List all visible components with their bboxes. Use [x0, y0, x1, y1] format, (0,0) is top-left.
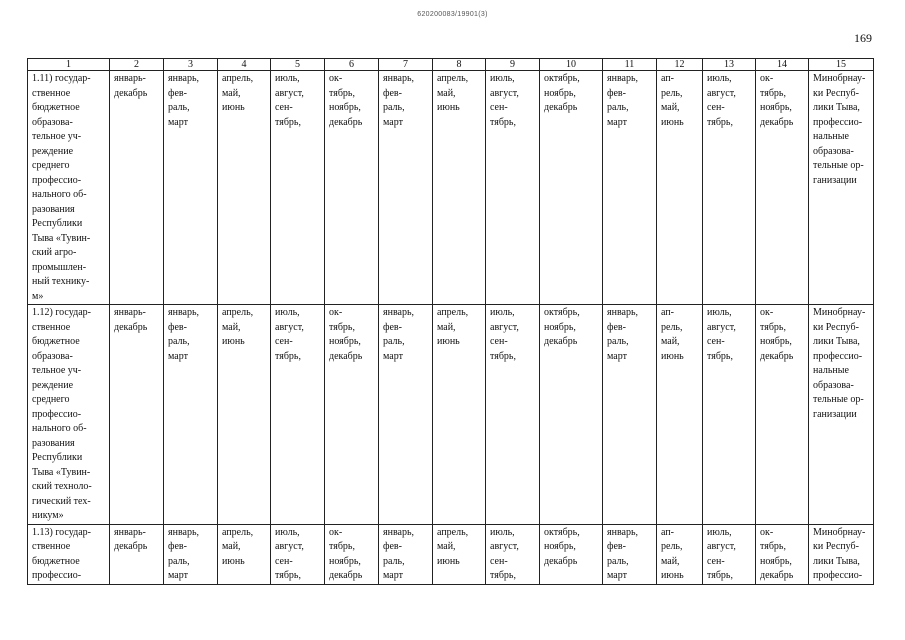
cell-text: июль, август, сен- тябрь, [707, 307, 736, 362]
col-header-6: 6 [325, 59, 379, 71]
cell-text: ок- тябрь, ноябрь, декабрь [329, 526, 363, 581]
table-cell [218, 305, 271, 525]
table-cell [271, 524, 325, 584]
col-header-14: 14 [756, 59, 809, 71]
col-header-2: 2 [110, 59, 164, 71]
cell-text: апрель, май, июнь [437, 526, 469, 567]
table-cell [164, 305, 218, 525]
table-cell [433, 305, 486, 525]
cell-text: январь- декабрь [114, 73, 148, 99]
table-cell [486, 305, 540, 525]
cell-text: январь, фев- раль, март [168, 73, 200, 128]
table-cell [271, 71, 325, 305]
col-header-10: 10 [540, 59, 603, 71]
table-cell [325, 71, 379, 305]
cell-text: январь- декабрь [114, 307, 148, 333]
cell-text: октябрь, ноябрь, декабрь [544, 307, 580, 347]
col-header-13: 13 [703, 59, 756, 71]
table-cell [657, 305, 703, 525]
table-cell [218, 524, 271, 584]
cell-text: январь, фев- раль, март [383, 307, 415, 362]
table-cell [28, 305, 110, 525]
cell-text: Минобрнау- ки Респуб- лики Тыва, профессио- [813, 526, 866, 581]
table-cell [809, 524, 874, 584]
table-cell [657, 524, 703, 584]
cell-text: январь, фев- раль, март [607, 73, 639, 128]
cell-text: июль, август, сен- тябрь, [275, 526, 304, 581]
cell-text: ок- тябрь, ноябрь, декабрь [760, 307, 794, 362]
cell-text: июль, август, сен- тябрь, [490, 307, 519, 362]
cell-text: апрель, май, июнь [222, 73, 254, 113]
cell-text: 1.12) государ- ственное бюджетное образова- тельное уч- реждение среднего профессио- нального об- разования Республики Тыва «Тувин- ский техноло- гический тех- никум» [32, 307, 92, 521]
table-cell [486, 524, 540, 584]
table-cell [603, 305, 657, 525]
table-row [28, 71, 874, 305]
cell-text: июль, август, сен- тябрь, [707, 73, 736, 128]
table-cell [110, 524, 164, 584]
cell-text: ок- тябрь, ноябрь, декабрь [760, 526, 794, 581]
table-cell [540, 305, 603, 525]
col-header-3: 3 [164, 59, 218, 71]
table-cell [379, 524, 433, 584]
cell-text: 1.13) государ- ственное бюджетное профессио- [32, 526, 91, 581]
column-number-row [28, 59, 874, 71]
table-cell [703, 305, 756, 525]
cell-text: 1.11) государ- ственное бюджетное образова- тельное уч- реждение среднего профессио- нального об- разования Республики Тыва «Тувин- ский агро- промышлен- ный технику- м» [32, 73, 91, 302]
cell-text: ап- рель, май, июнь [661, 307, 684, 362]
cell-text: ок- тябрь, ноябрь, декабрь [329, 307, 363, 362]
table-row [28, 305, 874, 525]
cell-text: Минобрнау- ки Респуб- лики Тыва, профессио- нальные образова- тельные ор- ганизации [813, 307, 866, 420]
document-id: 620200083/19901(3) [417, 11, 488, 18]
col-header-1: 1 [28, 59, 110, 71]
cell-text: апрель, май, июнь [437, 73, 469, 113]
table-cell [756, 305, 809, 525]
table-cell [379, 71, 433, 305]
cell-text: июль, август, сен- тябрь, [707, 526, 736, 581]
cell-text: ап- рель, май, июнь [661, 526, 684, 581]
table-cell [433, 524, 486, 584]
table-cell [703, 71, 756, 305]
col-header-7: 7 [379, 59, 433, 71]
schedule-table [27, 58, 874, 585]
page-number: 169 [854, 31, 872, 45]
table-cell [379, 305, 433, 525]
table-cell [164, 71, 218, 305]
col-header-15: 15 [809, 59, 874, 71]
col-header-5: 5 [271, 59, 325, 71]
cell-text: октябрь, ноябрь, декабрь [544, 526, 580, 567]
table-cell [657, 71, 703, 305]
table-cell [809, 71, 874, 305]
table-cell [271, 305, 325, 525]
cell-text: январь, фев- раль, март [383, 526, 415, 581]
table-cell [218, 71, 271, 305]
table-row [28, 524, 874, 584]
cell-text: ок- тябрь, ноябрь, декабрь [329, 73, 363, 128]
table-cell [756, 71, 809, 305]
table-cell [110, 305, 164, 525]
table-cell [325, 524, 379, 584]
col-header-11: 11 [603, 59, 657, 71]
table-cell [809, 305, 874, 525]
col-header-8: 8 [433, 59, 486, 71]
table-cell [540, 524, 603, 584]
cell-text: апрель, май, июнь [437, 307, 469, 347]
table-cell [603, 71, 657, 305]
cell-text: июль, август, сен- тябрь, [275, 307, 304, 362]
col-header-12: 12 [657, 59, 703, 71]
cell-text: октябрь, ноябрь, декабрь [544, 73, 580, 113]
table-cell [325, 305, 379, 525]
table-cell [703, 524, 756, 584]
cell-text: январь, фев- раль, март [168, 526, 200, 581]
cell-text: апрель, май, июнь [222, 526, 254, 567]
cell-text: январь, фев- раль, март [383, 73, 415, 128]
table-cell [164, 524, 218, 584]
cell-text: ап- рель, май, июнь [661, 73, 684, 128]
table-cell [28, 524, 110, 584]
cell-text: апрель, май, июнь [222, 307, 254, 347]
col-header-4: 4 [218, 59, 271, 71]
cell-text: январь, фев- раль, март [607, 526, 639, 581]
cell-text: январь- декабрь [114, 526, 148, 552]
table-cell [433, 71, 486, 305]
cell-text: июль, август, сен- тябрь, [490, 526, 519, 581]
table-cell [28, 71, 110, 305]
cell-text: январь, фев- раль, март [607, 307, 639, 362]
col-header-9: 9 [486, 59, 540, 71]
table-cell [756, 524, 809, 584]
cell-text: ок- тябрь, ноябрь, декабрь [760, 73, 794, 128]
cell-text: Минобрнау- ки Респуб- лики Тыва, профессио- нальные образова- тельные ор- ганизации [813, 73, 866, 186]
table-cell [110, 71, 164, 305]
table-cell [486, 71, 540, 305]
cell-text: июль, август, сен- тябрь, [490, 73, 519, 128]
table-cell [603, 524, 657, 584]
cell-text: январь, фев- раль, март [168, 307, 200, 362]
cell-text: июль, август, сен- тябрь, [275, 73, 304, 128]
table-cell [540, 71, 603, 305]
